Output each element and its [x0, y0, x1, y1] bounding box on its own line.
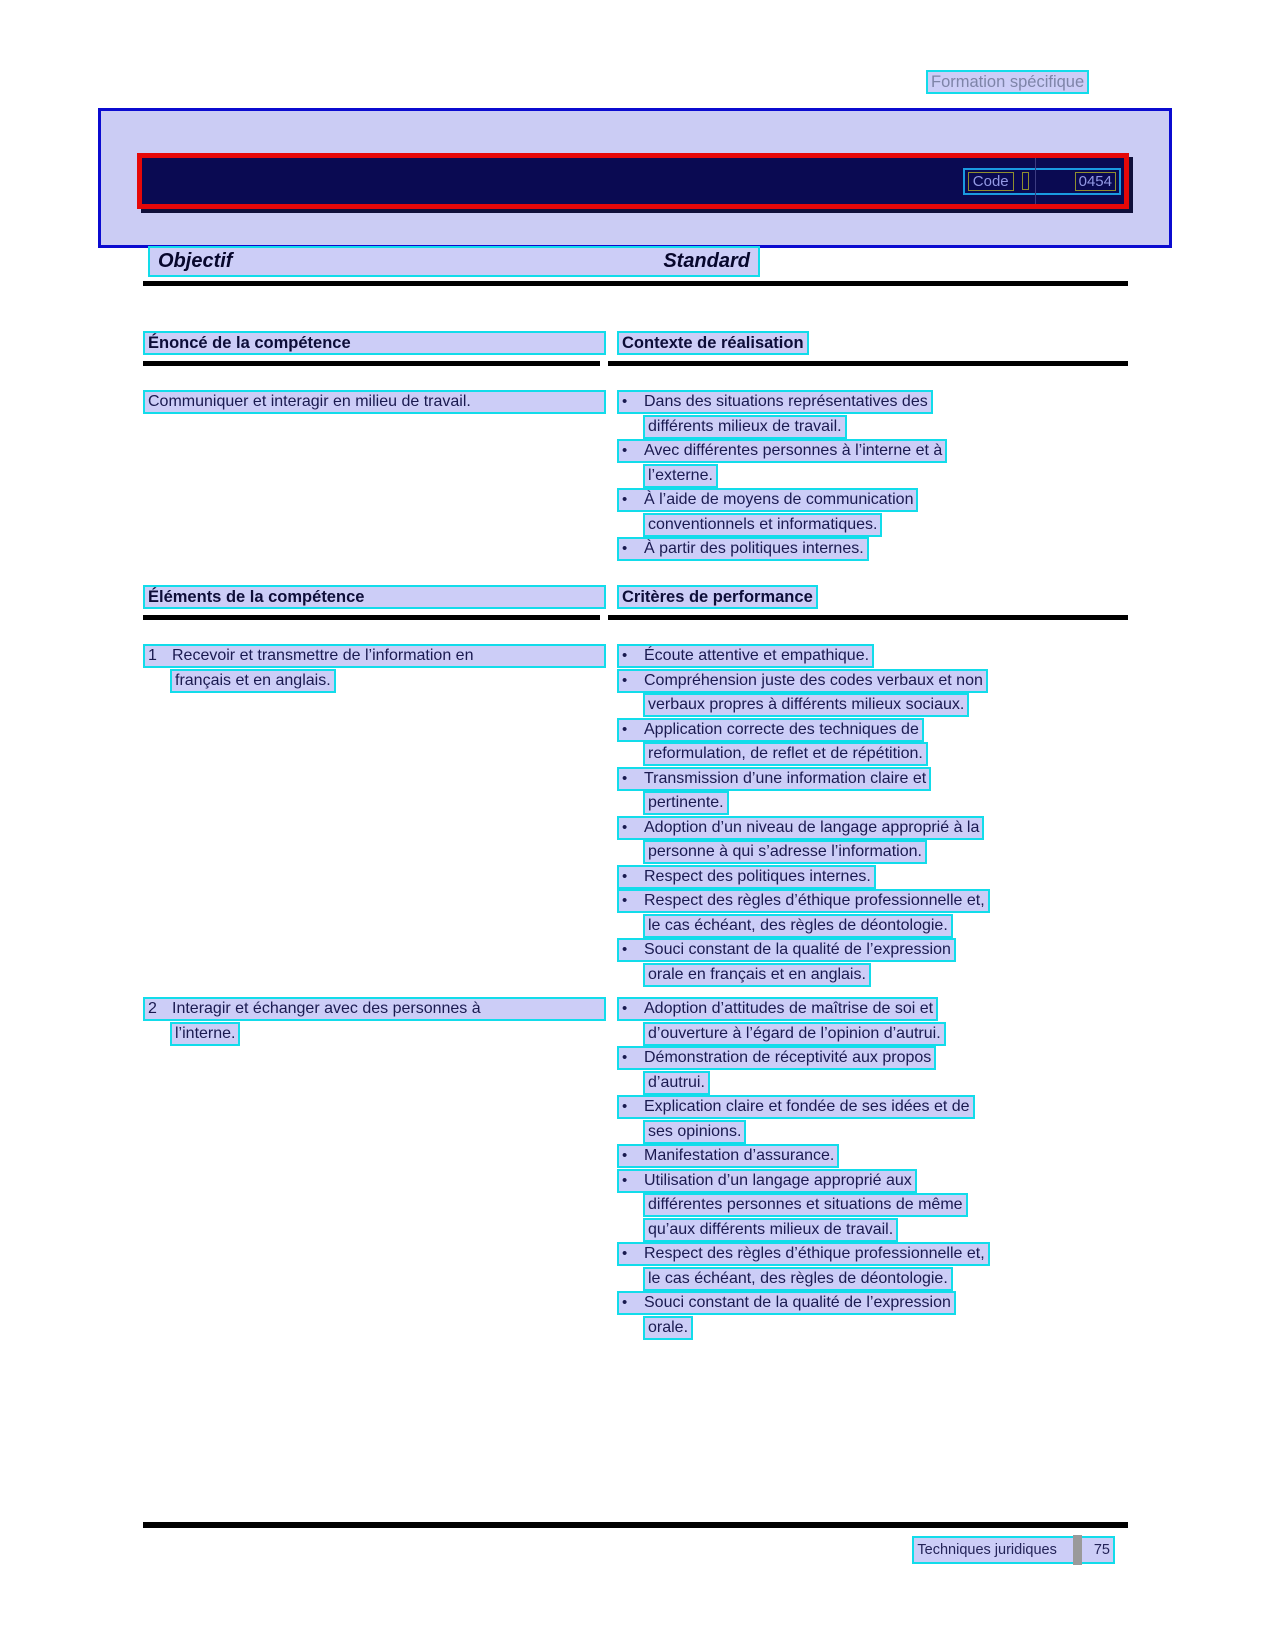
bullet-text: personne à qui s’adresse l’information. [648, 843, 922, 860]
table-row [143, 390, 1128, 562]
bullet-line [643, 1120, 1128, 1145]
bullet-item [643, 914, 953, 938]
left-line [143, 997, 617, 1022]
bullet-item [643, 693, 969, 717]
left-cell [143, 997, 617, 1340]
bullet-item [643, 742, 928, 766]
bullet-line [643, 415, 1128, 440]
bullet-icon: • [622, 769, 628, 787]
right-cell [617, 390, 1128, 562]
bullet-item [643, 840, 927, 864]
bullet-icon: • [622, 491, 628, 508]
bullet-icon: • [622, 1147, 628, 1164]
bullet-text: Respect des politiques internes. [644, 867, 871, 885]
bullet-item [617, 938, 956, 962]
item-number: 1 [148, 647, 157, 664]
bullet-line [643, 1316, 1128, 1341]
footer-strip [912, 1536, 1115, 1564]
footer-page-number: 75 [1093, 1542, 1110, 1558]
competence-section [143, 585, 1128, 1340]
statement-text: français et en anglais. [170, 669, 336, 693]
left-line [170, 669, 617, 694]
item-number: 2 [148, 1000, 157, 1017]
bullet-text: différents milieux de travail. [648, 417, 842, 435]
course-title-band [137, 153, 1129, 209]
formation-specifique-label: Formation spécifique [926, 70, 1089, 94]
bullet-line [643, 513, 1128, 538]
bullet-line [643, 1193, 1128, 1218]
bullet-icon: • [622, 1000, 628, 1017]
bullet-item [643, 1071, 710, 1095]
bullet-item [643, 1193, 968, 1217]
bullet-item [617, 767, 931, 791]
objectif-heading: Objectif [158, 250, 233, 272]
bullet-text: Transmission d’une information claire et [644, 769, 927, 787]
bullet-icon: • [622, 941, 628, 958]
bullet-line [643, 840, 1128, 865]
bullet-item [617, 889, 990, 913]
bullet-line [617, 889, 1128, 914]
bullet-line [617, 718, 1128, 743]
bullet-line [617, 767, 1128, 792]
statement-text: Communiquer et interagir en milieu de travail. [148, 393, 471, 410]
statement-text: Recevoir et transmettre de l’information en [172, 647, 474, 664]
bullet-icon: • [622, 720, 628, 738]
right-cell [617, 644, 1128, 987]
bullet-item [643, 464, 718, 488]
bullet-line [617, 997, 1128, 1022]
standard-heading: Standard [663, 250, 750, 272]
bullet-text: Adoption d’un niveau de langage approprié à la [644, 818, 980, 836]
footer-rule [143, 1522, 1128, 1528]
right-cell [617, 997, 1128, 1340]
bullet-text: Respect des règles d’éthique professionnelle et, [644, 892, 985, 909]
bullet-line [643, 464, 1128, 489]
statement-text: Interagir et échanger avec des personnes à [172, 1000, 481, 1017]
bullet-item [617, 1242, 990, 1266]
footer [912, 1536, 1115, 1564]
bullet-line [617, 938, 1128, 963]
bullet-text: pertinente. [648, 794, 724, 811]
bullet-line [643, 914, 1128, 939]
bullet-item [643, 1218, 898, 1242]
bullet-icon: • [622, 867, 628, 885]
bullet-text: d’autrui. [648, 1073, 705, 1091]
bullet-text: Application correcte des techniques de [644, 720, 919, 738]
competence-statement [143, 390, 606, 414]
bullet-text: l’externe. [648, 466, 713, 484]
bullet-icon: • [622, 1245, 628, 1262]
bullet-icon: • [622, 393, 628, 410]
bullet-item [617, 1095, 975, 1119]
right-column-header: Critères de performance [617, 585, 818, 609]
bullet-item [643, 1267, 953, 1291]
bullet-line [617, 669, 1128, 694]
bullet-line [617, 816, 1128, 841]
bullet-icon: • [622, 540, 628, 557]
bullet-item [617, 816, 984, 840]
bullet-line [643, 742, 1128, 767]
bullet-text: le cas échéant, des règles de déontologie. [648, 1269, 948, 1287]
bullet-item [617, 1144, 839, 1168]
footer-program-label: Techniques juridiques [917, 1542, 1057, 1558]
bullet-item [643, 415, 847, 439]
left-column-header: Énoncé de la compétence [143, 331, 606, 355]
bullet-line [617, 1169, 1128, 1194]
bullet-line [617, 439, 1128, 464]
bullet-item [643, 963, 871, 987]
bullet-line [617, 1144, 1128, 1169]
bullet-text: Utilisation d’un langage approprié aux [644, 1171, 912, 1189]
column-divider-rule [143, 615, 1128, 620]
bullet-icon: • [622, 1171, 628, 1189]
bullet-line [643, 791, 1128, 816]
bullet-item [617, 644, 874, 668]
bullet-item [643, 513, 882, 537]
code-strip [963, 168, 1121, 195]
competence-statement [143, 997, 606, 1021]
bullet-text: Manifestation d’assurance. [644, 1147, 835, 1164]
bullet-line [617, 537, 1128, 562]
bullet-item [617, 537, 869, 561]
bullet-text: Explication claire et fondée de ses idées et de [644, 1098, 970, 1115]
bullet-line [617, 1242, 1128, 1267]
bullet-line [643, 1071, 1128, 1096]
bullet-text: conventionnels et informatiques. [648, 515, 878, 533]
bullet-item [617, 1169, 917, 1193]
bullet-line [617, 1291, 1128, 1316]
bullet-line [643, 1267, 1128, 1292]
bullet-line [643, 693, 1128, 718]
bullet-item [643, 1316, 693, 1340]
heading-rule [143, 281, 1128, 286]
bullet-item [643, 1022, 946, 1046]
bullet-text: Avec différentes personnes à l’interne et à [644, 442, 943, 459]
bullet-text: À partir des politiques internes. [644, 540, 864, 557]
table-row [143, 997, 1128, 1340]
bullet-text: différentes personnes et situations de même [648, 1196, 963, 1213]
code-label: Code [968, 172, 1014, 191]
bullet-item [617, 488, 918, 512]
bullet-text: Écoute attentive et empathique. [644, 647, 870, 664]
bullet-text: reformulation, de reflet et de répétition. [648, 745, 923, 762]
bullet-text: Souci constant de la qualité de l’expression [644, 1294, 951, 1311]
section-header-row [143, 331, 1128, 357]
bullet-line [617, 644, 1128, 669]
bullet-icon: • [622, 1294, 628, 1311]
bullet-text: Dans des situations représentatives des [644, 393, 928, 410]
course-title-box [98, 108, 1172, 248]
bullet-text: Compréhension juste des codes verbaux et non [644, 671, 983, 689]
bullet-line [617, 1095, 1128, 1120]
objectif-standard-strip [148, 246, 760, 277]
bullet-line [617, 865, 1128, 890]
bullet-text: À l’aide de moyens de communication [644, 491, 914, 508]
competence-statement [143, 644, 606, 668]
bullet-text: orale. [648, 1318, 689, 1336]
bullet-text: le cas échéant, des règles de déontologie. [648, 916, 948, 934]
bullet-text: d’ouverture à l’égard de l’opinion d’autrui. [648, 1024, 941, 1042]
bullet-line [643, 1022, 1128, 1047]
bullet-item [617, 669, 988, 693]
bullet-text: orale en français et en anglais. [648, 965, 866, 983]
bullet-text: Respect des règles d’éthique professionnelle et, [644, 1245, 985, 1262]
bullet-icon: • [622, 647, 628, 664]
code-value: 0454 [1075, 172, 1116, 191]
bullet-line [617, 1046, 1128, 1071]
competence-section [143, 331, 1128, 562]
bullet-icon: • [622, 442, 628, 459]
code-separator-tick [1022, 172, 1029, 190]
bullet-item [617, 1046, 936, 1070]
bullet-icon: • [622, 818, 628, 836]
left-cell [143, 644, 617, 987]
bullet-line [617, 488, 1128, 513]
statement-text: l’interne. [170, 1022, 240, 1046]
bullet-icon: • [622, 1049, 628, 1066]
bullet-item [643, 1120, 746, 1144]
bullet-item [617, 439, 947, 463]
table-row [143, 644, 1128, 987]
left-line [170, 1022, 617, 1047]
bullet-line [643, 1218, 1128, 1243]
bullet-item [617, 718, 924, 742]
left-line [143, 644, 617, 669]
bullet-text: qu’aux différents milieux de travail. [648, 1220, 894, 1238]
bullet-text: ses opinions. [648, 1122, 742, 1140]
rule-gap [600, 361, 608, 366]
bullet-item [617, 1291, 956, 1315]
bullet-text: Souci constant de la qualité de l’expression [644, 941, 951, 958]
section-header-row [143, 585, 1128, 611]
bullet-item [617, 865, 876, 889]
bullet-text: Adoption d’attitudes de maîtrise de soi et [644, 1000, 934, 1017]
right-column-header: Contexte de réalisation [617, 331, 809, 355]
bullet-text: Démonstration de réceptivité aux propos [644, 1049, 932, 1066]
bullet-icon: • [622, 1098, 628, 1115]
bullet-icon: • [622, 671, 628, 689]
bullet-item [643, 791, 729, 815]
left-cell [143, 390, 617, 562]
bullet-icon: • [622, 892, 628, 909]
bullet-line [617, 390, 1128, 415]
left-line [143, 390, 617, 415]
bullet-item [617, 997, 938, 1021]
left-column-header: Éléments de la compétence [143, 585, 606, 609]
band-cell-divider [1035, 158, 1036, 204]
column-divider-rule [143, 361, 1128, 366]
bullet-item [617, 390, 933, 414]
bullet-text: verbaux propres à différents milieux sociaux. [648, 696, 965, 713]
bullet-line [643, 963, 1128, 988]
rule-gap [600, 615, 608, 620]
footer-divider-bar [1073, 1535, 1082, 1565]
